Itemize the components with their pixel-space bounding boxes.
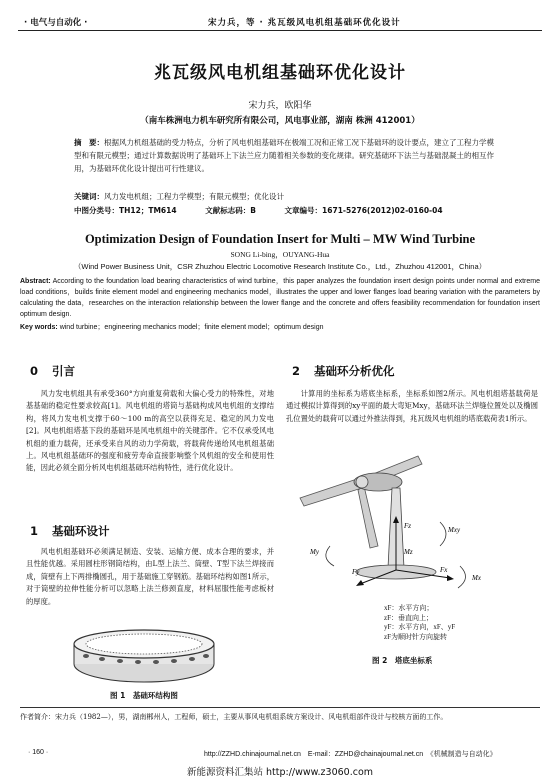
label-fx: Fx bbox=[440, 566, 448, 574]
keywords-zh bbox=[74, 191, 494, 203]
abstract-en-text: According to the foundation load bearing characteristics of wind turbine，this paper analyzes the foundation insert design points under normal and extreme load conditions，builds finite element model and engineering mechanics model，illustrates the upper and lower flanges load bearing variation with the parameters by calculating the data，researches on the interaction relationship between the lower flange and the concrete and offers feasibility recommendation for foundation insert optimum design. bbox=[20, 278, 540, 318]
label-fy: Fy bbox=[352, 568, 360, 576]
figure-2 bbox=[290, 450, 540, 600]
running-title: 宋力兵，等 · 兆瓦级风电机组基础环优化设计 bbox=[208, 18, 401, 28]
figure-1-caption: 图 1 基础环结构图 bbox=[110, 691, 178, 700]
keywords-en-label: Key words: bbox=[20, 324, 58, 331]
section-0-heading bbox=[30, 363, 75, 379]
journal-section-label: · 电气与自动化 · bbox=[24, 18, 88, 28]
tower-coordinate-drawing bbox=[290, 450, 540, 600]
label-mz: Mz bbox=[404, 548, 413, 556]
label-mxy: Mxy bbox=[448, 526, 461, 534]
paper-title-zh: 兆瓦级风电机组基础环优化设计 bbox=[154, 63, 406, 83]
legend-line: zF为顺时针方向旋转 bbox=[384, 632, 447, 641]
label-mx: Mx bbox=[472, 574, 481, 582]
section-1-heading bbox=[30, 523, 110, 539]
figure-2-legend bbox=[384, 604, 534, 642]
figure-2-caption: 图 2 塔底坐标系 bbox=[372, 656, 433, 665]
footer-urls: http://ZZHD.chinajournal.net.cn E-mail：ZZHD@chainajournal.net.cn 《机械制造与自动化》 bbox=[204, 751, 497, 758]
abstract-zh bbox=[74, 136, 494, 175]
label-fz: Fz bbox=[404, 522, 411, 530]
design-paragraph: 风电机组基础环必须满足制造、安装、运输方便、成本合理的要求，并且性能优越。采用圆柱形钢筒结构，由L型上法兰、筒壁、T型下法兰焊接而成，筒壁有上下两排椭圆孔，用于基础施工穿钢筋。基础环结构如图1所示，对于筒壁的拉伸性能分析可以忽略上法兰修颈直度，材料屈服性能考虑板材的厚度。 bbox=[26, 547, 274, 606]
foundation-ring-drawing bbox=[34, 626, 254, 686]
section-2-heading bbox=[292, 363, 395, 379]
section-title: 基础环设计 bbox=[52, 524, 110, 538]
authors-en: SONG Li-bing，OUYANG-Hua bbox=[230, 250, 330, 259]
affiliation-zh: （南车株洲电力机车研究所有限公司，风电事业部，湖南 株洲 412001） bbox=[140, 116, 420, 126]
legend-line: zF：垂直向上； bbox=[384, 613, 433, 622]
keywords-zh-text: 风力发电机组；工程力学模型；有限元模型；优化设计 bbox=[104, 192, 284, 201]
section-title: 引言 bbox=[52, 364, 76, 378]
authors-zh: 宋力兵，欧阳华 bbox=[248, 101, 312, 111]
section-number: 0 bbox=[30, 364, 39, 378]
document-code: 文献标志码：B bbox=[205, 206, 256, 215]
running-header bbox=[18, 14, 542, 31]
keywords-en-text: wind turbine；engineering mechanics model；finite element model；optimum design bbox=[59, 324, 324, 331]
section-number: 1 bbox=[30, 524, 39, 538]
label-my: My bbox=[310, 548, 319, 556]
section-title: 基础环分析优化 bbox=[314, 364, 395, 378]
keywords-zh-label: 关键词： bbox=[74, 192, 104, 201]
legend-line: yF：水平方向，xF、yF bbox=[384, 623, 456, 631]
abstract-en bbox=[20, 276, 540, 320]
paper-title-en: Optimization Design of Foundation Insert for Multi – MW Wind Turbine bbox=[84, 232, 476, 246]
author-note: 作者简介：宋力兵（1982—），男，湖南郴州人，工程师，硕士，主要从事风电机组系统方案设计、风电机组部件设计与校核方面的工作。 bbox=[20, 707, 540, 722]
legend-line: xF：水平方向； bbox=[384, 604, 434, 612]
figure-1 bbox=[34, 626, 254, 686]
section-number: 2 bbox=[292, 364, 301, 378]
abstract-en-label: Abstract: bbox=[20, 278, 51, 285]
page-number: · 160 · bbox=[28, 749, 49, 756]
clc-number: 中图分类号：TH12；TM614 bbox=[74, 206, 177, 215]
classification-line bbox=[74, 205, 514, 216]
analysis-paragraph: 计算用的坐标系为塔底坐标系，坐标系如图2所示。风电机组塔基载荷是通过模拟计算得到的xy平面的最大弯矩Mxy，基础环法兰焊缝位置处以及椭圆孔位置处的载荷可以通过外推法得到，兆瓦级风电机组的塔底载荷表1所示。 bbox=[286, 389, 538, 423]
article-number: 文章编号：1671-5276(2012)02-0160-04 bbox=[284, 206, 443, 215]
abstract-zh-label: 摘 要： bbox=[74, 138, 104, 147]
affiliation-en: （Wind Power Business Unit，CSR Zhuzhou Electric Locomotive Research Institute Co.，Ltd.，Zhuzhou 412001，China） bbox=[73, 262, 487, 271]
watermark: 新能源资料汇集站 http://www.z3060.com bbox=[186, 767, 374, 778]
keywords-en bbox=[20, 322, 540, 332]
abstract-zh-text: 根据风力机组基础的受力特点，分析了风电机组基础环在极端工况和正常工况下基础环的设计要点，建立了工程力学模型和有限元模型；通过计算数据说明了基础环上下法兰应力随着相关参数的变化规律。研究基础环下法兰与基础混凝土的相互作用，为基础环优化设计提出可行性建议。 bbox=[74, 138, 494, 173]
intro-paragraph: 风力发电机组具有承受360°方向重复荷载和大偏心受力的特殊性，对地基基础的稳定性要求较高[1]。风电机组的塔筒与基础构成风电机组的支撑结构，将风力发电机支撑于60～100 m的高空以获得充足、稳定的风力发电[2]。风电机组塔基下段的基础环是风电机组中的关键部件。它不仅承受风电机组的重力载荷，还承受来自风的动力学荷载，将载荷传递给风电机组基础上。风电机组基础环的强度和疲劳寿命直接影响整个风机组的安全和使用性能，因此必须全面分析风电机组基础环结构特性，进行优化设计。 bbox=[26, 389, 274, 473]
